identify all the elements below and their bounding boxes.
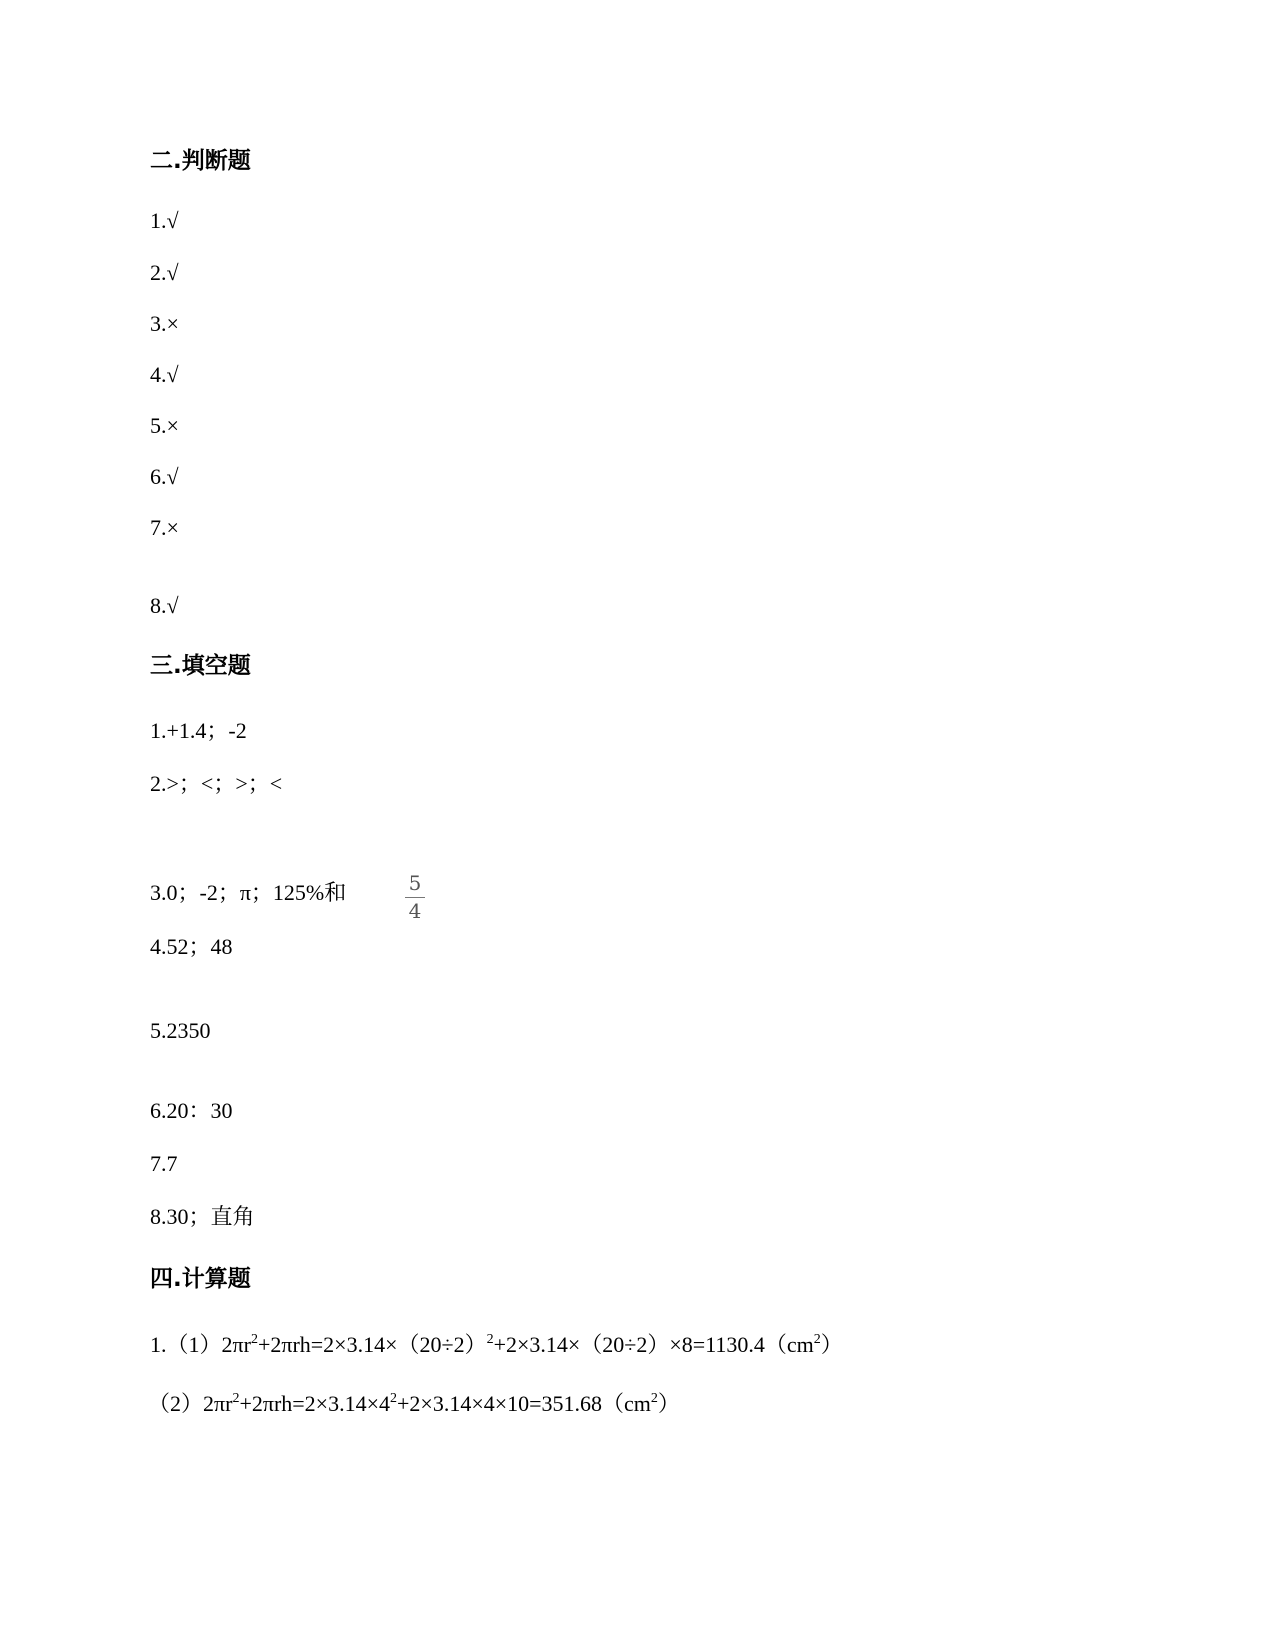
calc1-part-d: ） xyxy=(820,1332,843,1357)
fill-answer-1: 1.+1.4；-2 xyxy=(150,718,247,743)
fill-answer-7: 7.7 xyxy=(150,1151,178,1176)
calc2-part-d: ） xyxy=(657,1391,680,1416)
fill-answer-6: 6.20：30 xyxy=(150,1098,233,1123)
judge-answer-4: 4.√ xyxy=(150,362,179,387)
section-title-fill: 三.填空题 xyxy=(150,653,251,679)
judge-answer-8: 8.√ xyxy=(150,593,179,618)
fill-answer-4: 4.52；48 xyxy=(150,934,233,959)
calc-answer-2 xyxy=(148,1393,680,1415)
judge-answer-2: 2.√ xyxy=(150,260,179,285)
calc-answer-1 xyxy=(150,1334,843,1356)
calc2-exponent-1: 2 xyxy=(232,1391,240,1406)
judge-answer-3: 3.× xyxy=(150,311,179,336)
fill-answer-2: 2.>；<；>；< xyxy=(150,771,283,796)
calc1-exponent-3: 2 xyxy=(813,1332,821,1347)
fill-answer-5: 5.2350 xyxy=(150,1018,211,1043)
calc1-part-c: +2×3.14×（20÷2）×8=1130.4（cm xyxy=(493,1332,814,1357)
judge-answer-5: 5.× xyxy=(150,413,179,438)
fraction-denominator: 4 xyxy=(408,899,422,923)
calc1-exponent-2: 2 xyxy=(486,1332,494,1347)
fraction-numerator: 5 xyxy=(408,871,422,895)
calc2-exponent-2: 2 xyxy=(390,1391,397,1406)
fill-answer-3: 3.0；-2；π；125%和 xyxy=(150,880,347,905)
calc2-part-b: +2πrh=2×3.14×4 xyxy=(239,1391,390,1416)
judge-answer-6: 6.√ xyxy=(150,464,179,489)
calc2-part-a: （2）2πr xyxy=(148,1391,233,1416)
fraction-bar xyxy=(405,897,425,898)
fill-answer-8: 8.30；直角 xyxy=(150,1204,255,1229)
judge-answer-1: 1.√ xyxy=(150,208,179,233)
fraction-five-fourths xyxy=(405,873,425,921)
calc1-exponent-1: 2 xyxy=(250,1332,258,1347)
calc1-part-a: 1.（1）2πr xyxy=(150,1332,251,1357)
calc2-exponent-3: 2 xyxy=(650,1391,658,1406)
section-title-calc: 四.计算题 xyxy=(150,1266,251,1292)
calc1-part-b: +2πrh=2×3.14×（20÷2） xyxy=(257,1332,487,1357)
section-title-judge: 二.判断题 xyxy=(150,148,251,174)
judge-answer-7: 7.× xyxy=(150,515,179,540)
calc2-part-c: +2×3.14×4×10=351.68（cm xyxy=(397,1391,651,1416)
